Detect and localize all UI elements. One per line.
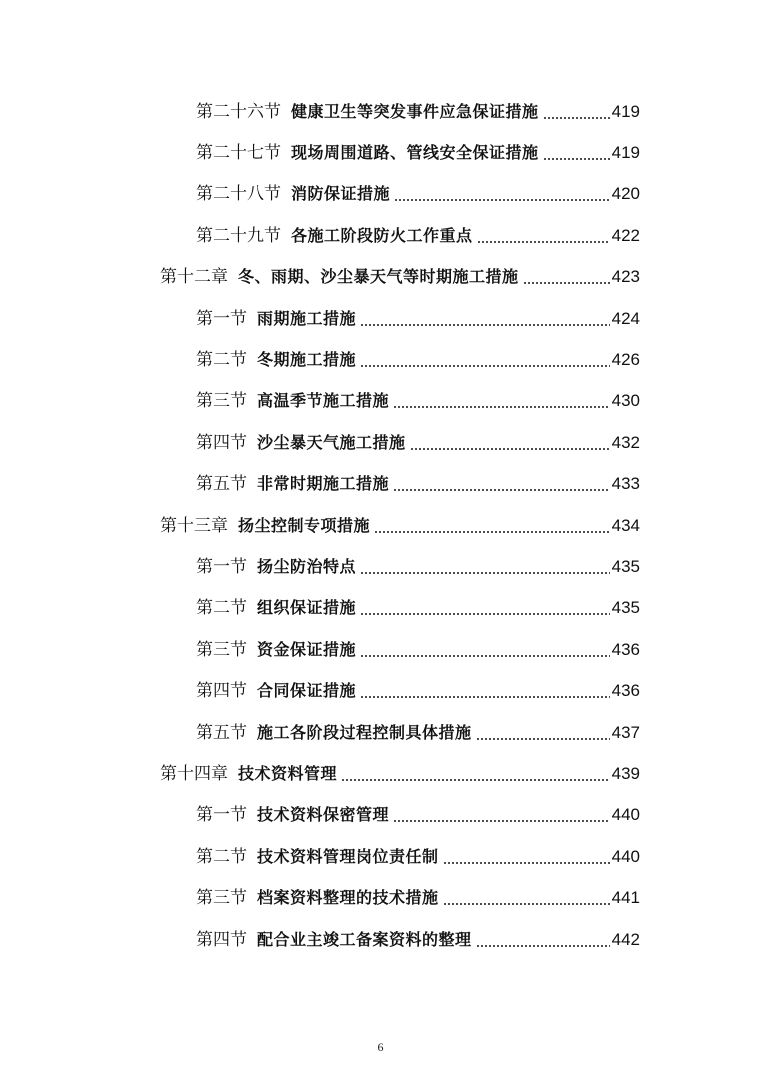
entry-title: 高温季节施工措施 [257, 391, 390, 411]
dot-leader [360, 557, 610, 577]
toc-entry[interactable] [0, 670, 640, 711]
entry-number: 第十四章 [160, 763, 228, 783]
entry-page: 435 [611, 556, 640, 576]
entry-page: 420 [611, 184, 640, 204]
toc-entry[interactable] [0, 919, 640, 960]
entry-number: 第二十六节 [196, 101, 281, 121]
toc-entry[interactable] [0, 629, 640, 670]
dot-leader [476, 723, 610, 743]
entry-page: 435 [611, 598, 640, 618]
toc-entry[interactable] [0, 588, 640, 629]
entry-number: 第四节 [196, 929, 247, 949]
entry-title: 健康卫生等突发事件应急保证措施 [291, 101, 539, 121]
dot-leader [393, 391, 610, 411]
toc-entry[interactable] [0, 215, 640, 256]
entry-title: 技术资料管理 [238, 763, 338, 783]
entry-title: 沙尘暴天气施工措施 [257, 432, 406, 452]
entry-number: 第二节 [196, 350, 247, 370]
toc-chapter-entry[interactable] [0, 753, 640, 794]
entry-number: 第十二章 [160, 267, 228, 287]
entry-number: 第一节 [196, 308, 247, 328]
entry-page: 441 [611, 888, 640, 908]
dot-leader [360, 681, 610, 701]
dot-leader [477, 226, 610, 246]
toc-entry[interactable] [0, 877, 640, 918]
toc-entry[interactable] [0, 91, 640, 132]
entry-page: 436 [611, 681, 640, 701]
entry-number: 第二十八节 [196, 184, 281, 204]
entry-title: 各施工阶段防火工作重点 [291, 225, 473, 245]
entry-number: 第四节 [196, 432, 247, 452]
entry-page: 433 [611, 474, 640, 494]
dot-leader [543, 143, 610, 163]
table-of-contents [0, 91, 761, 960]
toc-entry[interactable] [0, 422, 640, 463]
entry-page: 423 [611, 267, 640, 287]
entry-number: 第五节 [196, 722, 247, 742]
entry-page: 419 [611, 143, 640, 163]
entry-title: 冬、雨期、沙尘暴天气等时期施工措施 [238, 267, 519, 287]
dot-leader [543, 102, 610, 122]
entry-number: 第十三章 [160, 515, 228, 535]
entry-page: 436 [611, 639, 640, 659]
dot-leader [523, 267, 610, 287]
toc-entry[interactable] [0, 381, 640, 422]
dot-leader [360, 598, 610, 618]
dot-leader [410, 433, 610, 453]
toc-entry[interactable] [0, 712, 640, 753]
entry-number: 第二节 [196, 846, 247, 866]
entry-title: 扬尘控制专项措施 [238, 515, 371, 535]
dot-leader [393, 805, 610, 825]
entry-title: 技术资料管理岗位责任制 [257, 846, 439, 866]
toc-entry[interactable] [0, 174, 640, 215]
toc-entry[interactable] [0, 795, 640, 836]
toc-entry[interactable] [0, 546, 640, 587]
toc-entry[interactable] [0, 836, 640, 877]
entry-number: 第二十九节 [196, 225, 281, 245]
entry-page: 422 [611, 225, 640, 245]
dot-leader [476, 930, 610, 950]
dot-leader [360, 640, 610, 660]
entry-number: 第一节 [196, 805, 247, 825]
entry-number: 第二十七节 [196, 143, 281, 163]
dot-leader [443, 847, 610, 867]
entry-title: 雨期施工措施 [257, 308, 357, 328]
entry-title: 冬期施工措施 [257, 350, 357, 370]
entry-title: 消防保证措施 [291, 184, 391, 204]
entry-title: 施工各阶段过程控制具体措施 [257, 722, 472, 742]
entry-title: 扬尘防治特点 [257, 556, 357, 576]
toc-entry[interactable] [0, 339, 640, 380]
dot-leader [374, 516, 610, 536]
dot-leader [360, 350, 610, 370]
entry-title: 技术资料保密管理 [257, 805, 390, 825]
entry-number: 第三节 [196, 391, 247, 411]
dot-leader [393, 474, 610, 494]
toc-entry[interactable] [0, 464, 640, 505]
entry-page: 439 [611, 763, 640, 783]
entry-title: 非常时期施工措施 [257, 474, 390, 494]
entry-page: 419 [611, 101, 640, 121]
entry-title: 资金保证措施 [257, 639, 357, 659]
entry-title: 档案资料整理的技术措施 [257, 888, 439, 908]
entry-page: 424 [611, 308, 640, 328]
entry-number: 第三节 [196, 888, 247, 908]
page-number: 6 [377, 1040, 384, 1054]
entry-page: 432 [611, 432, 640, 452]
toc-entry[interactable] [0, 298, 640, 339]
entry-title: 组织保证措施 [257, 598, 357, 618]
dot-leader [341, 764, 610, 784]
entry-number: 第四节 [196, 681, 247, 701]
toc-chapter-entry[interactable] [0, 505, 640, 546]
dot-leader [394, 184, 610, 204]
entry-number: 第二节 [196, 598, 247, 618]
entry-page: 426 [611, 350, 640, 370]
entry-page: 442 [611, 929, 640, 949]
entry-number: 第三节 [196, 639, 247, 659]
entry-title: 现场周围道路、管线安全保证措施 [291, 143, 539, 163]
entry-page: 440 [611, 846, 640, 866]
entry-page: 440 [611, 805, 640, 825]
toc-entry[interactable] [0, 132, 640, 173]
entry-page: 437 [611, 722, 640, 742]
entry-page: 434 [611, 515, 640, 535]
entry-title: 配合业主竣工备案资料的整理 [257, 929, 472, 949]
entry-number: 第一节 [196, 556, 247, 576]
dot-leader [360, 309, 610, 329]
entry-title: 合同保证措施 [257, 681, 357, 701]
entry-page: 430 [611, 391, 640, 411]
entry-number: 第五节 [196, 474, 247, 494]
toc-chapter-entry[interactable] [0, 257, 640, 298]
dot-leader [443, 888, 610, 908]
